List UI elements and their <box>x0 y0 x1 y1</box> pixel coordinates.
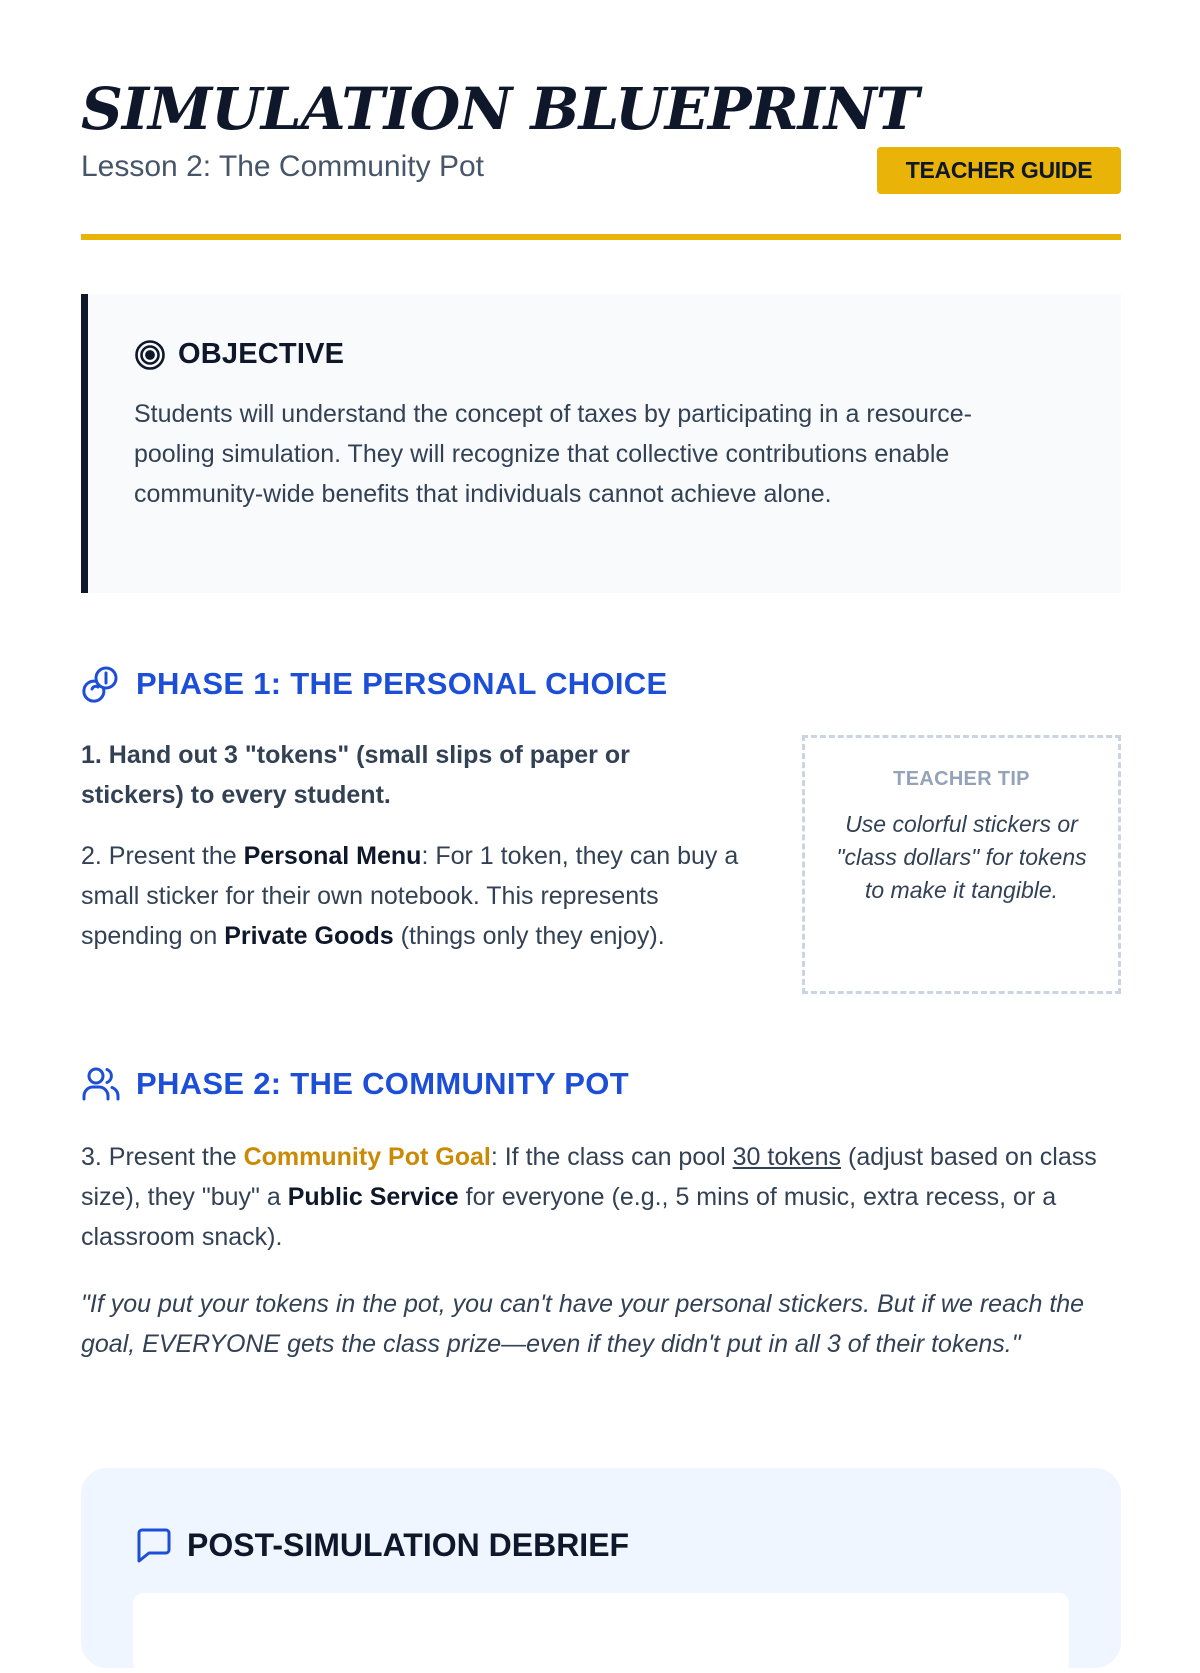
public-service-term: Public Service <box>287 1183 459 1211</box>
phase1-title: PHASE 1: THE PERSONAL CHOICE <box>136 666 668 701</box>
objective-header <box>134 338 344 371</box>
coins-icon <box>81 664 121 704</box>
debrief-header <box>135 1526 629 1564</box>
teacher-tip-text: Use colorful stickers or "class dollars" for tokens to make it tangible. <box>836 811 1087 903</box>
phase2-header <box>81 1064 629 1104</box>
token-target-amount: 30 tokens <box>732 1143 842 1171</box>
step2-text-start: 2. Present the <box>81 842 244 870</box>
chat-bubble-icon <box>135 1526 173 1564</box>
phase1-step2 <box>81 836 756 956</box>
teacher-script-quote: "If you put your tokens in the pot, you can't have your personal stickers. But if we reach the goal, EVERYONE gets the class prize—even if they didn't put in all 3 of their tokens." <box>81 1290 1085 1358</box>
phase2-step3 <box>81 1137 1131 1257</box>
teacher-tip-title: TEACHER TIP <box>893 768 1030 790</box>
step2-text-mid: : For 1 token, they can buy a small sticker for their own notebook. This represents spending on <box>81 842 739 950</box>
objective-card <box>81 294 1121 593</box>
step3-text-mid: : If the class can pool <box>490 1143 733 1171</box>
teacher-tip-box <box>802 735 1121 994</box>
phase2-title: PHASE 2: THE COMMUNITY POT <box>136 1066 629 1101</box>
phase1-header <box>81 664 667 704</box>
personal-menu-term: Personal Menu <box>243 842 422 870</box>
debrief-card <box>81 1468 1121 1668</box>
page-title: SIMULATION BLUEPRINT <box>81 75 918 143</box>
objective-title: OBJECTIVE <box>178 338 345 370</box>
header-divider <box>81 234 1121 240</box>
objective-text: Students will understand the concept of taxes by participating in a resource-pooling simulation. They will recognize that collective contributions enable community-wide benefits that individuals cannot achieve alone. <box>134 400 972 508</box>
step3-text-start: 3. Present the <box>81 1143 244 1171</box>
private-goods-term: Private Goods <box>224 922 394 950</box>
debrief-title: POST-SIMULATION DEBRIEF <box>187 1526 630 1563</box>
users-icon <box>81 1064 121 1104</box>
step3-text-end: for everyone (e.g., 5 mins of music, extra recess, or a classroom snack). <box>81 1183 1057 1251</box>
teacher-guide-badge: TEACHER GUIDE <box>877 147 1121 194</box>
step3-text-mid2: (adjust based on class size), they "buy" a <box>81 1143 1097 1211</box>
debrief-question-card <box>133 1593 1069 1673</box>
phase1-step1: 1. Hand out 3 "tokens" (small slips of paper or stickers) to every student. <box>81 741 630 809</box>
step2-text-end: (things only they enjoy). <box>393 922 665 950</box>
target-icon <box>134 339 166 371</box>
community-pot-goal-term: Community Pot Goal <box>243 1143 491 1171</box>
lesson-subtitle: Lesson 2: The Community Pot <box>81 150 484 183</box>
